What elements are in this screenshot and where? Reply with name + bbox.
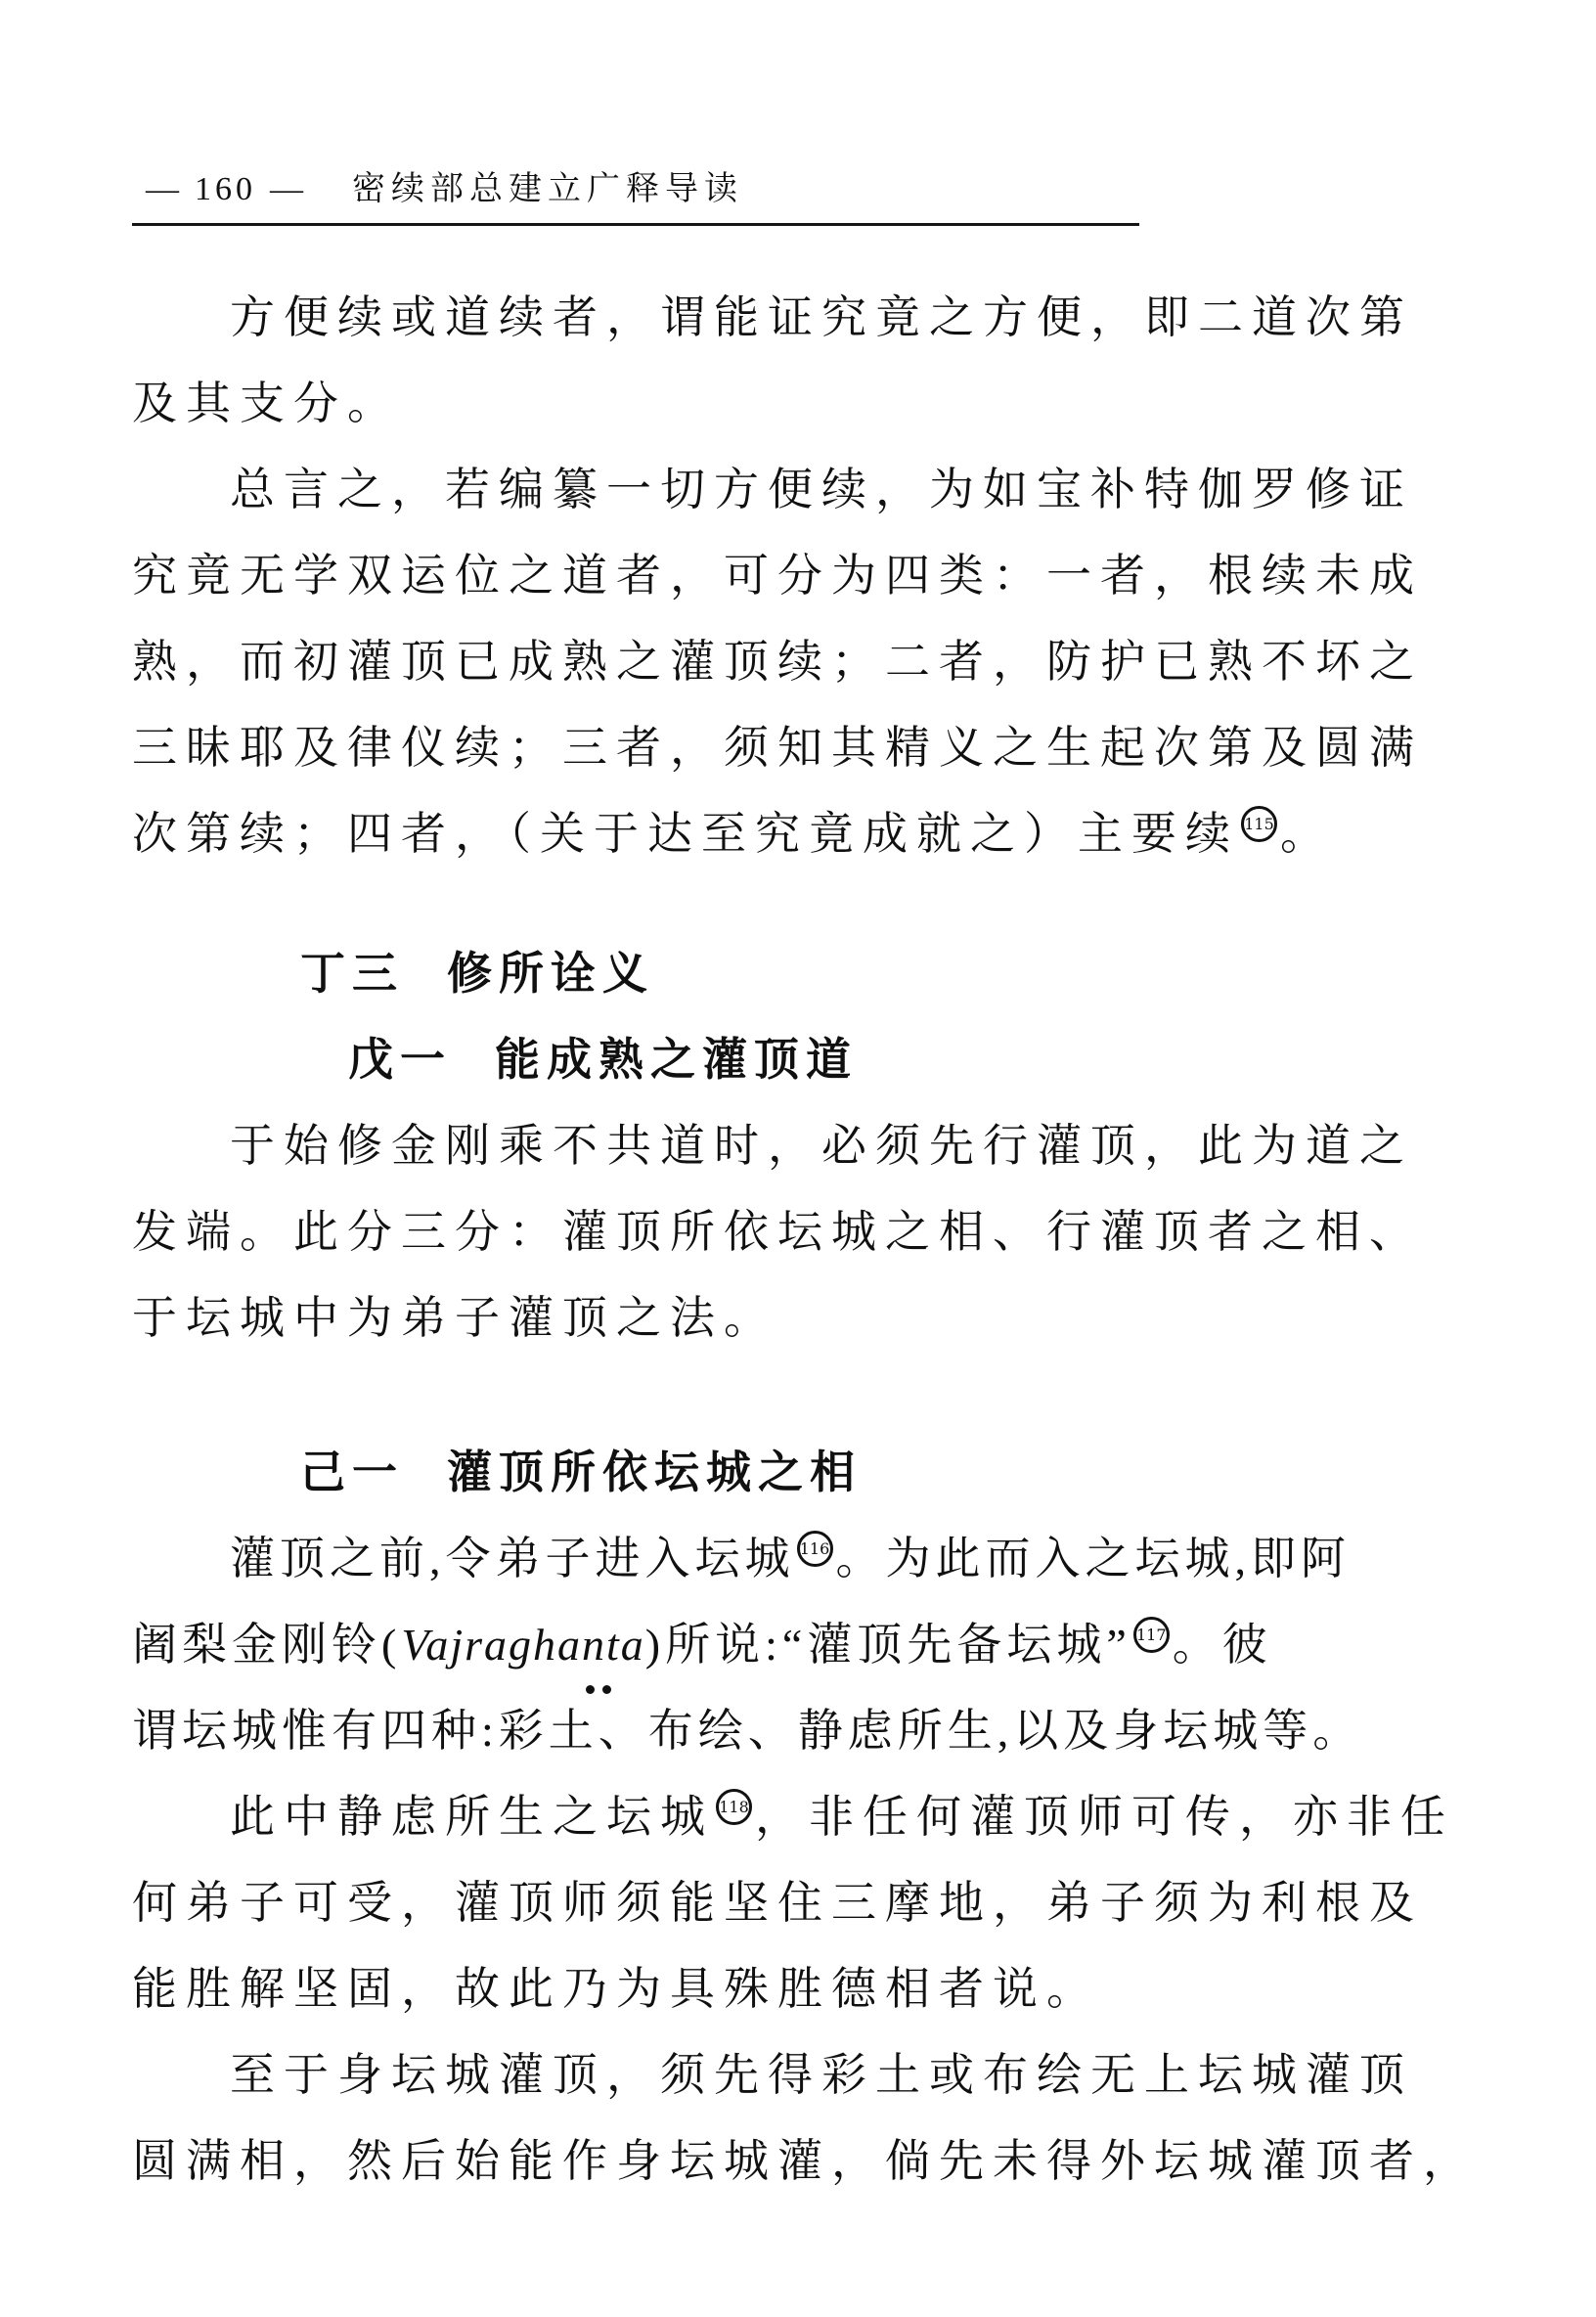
text-segment: 此中静虑所生之坛城 — [230, 1792, 714, 1842]
text-segment: 灌顶之前,令弟子进入坛城 — [230, 1534, 795, 1583]
text-line: 于始修金刚乘不共道时，必须先行灌顶，此为道之 — [230, 1121, 1413, 1171]
section-label: 戊一 — [348, 1035, 452, 1085]
text-line: 谓坛城惟有四种:彩土、布绘、静虑所生,以及身坛城等。 — [132, 1706, 1363, 1756]
header-right-dash: — — [270, 171, 305, 207]
footnote-marker-116: 116 — [797, 1531, 833, 1567]
text-segment: ，非任何灌顶师可传，亦非任 — [755, 1792, 1454, 1842]
footnote-marker-117: 117 — [1133, 1617, 1170, 1653]
book-title: 密续部总建立广释导读 — [352, 171, 743, 207]
text-segment: 次第续；四者，（关于达至究竟成就之）主要续 — [132, 809, 1239, 859]
text-line — [132, 1602, 1462, 1688]
text-line: 发端。此分三分：灌顶所依坛城之相、行灌顶者之相、 — [132, 1207, 1423, 1257]
text-line: 能胜解坚固，故此乃为具殊胜德相者说。 — [132, 1964, 1100, 2014]
text-line: 总言之，若编纂一切方便续，为如宝补特伽罗修证 — [230, 465, 1413, 514]
page-body — [132, 275, 1477, 2205]
latin-segment: Vajragha — [401, 1620, 583, 1670]
text-segment: 。彼 — [1172, 1620, 1272, 1670]
text-segment: 。 — [1280, 809, 1334, 859]
section-label: 丁三 — [300, 949, 404, 999]
text-segment: )所说:“灌顶先备坛城” — [644, 1620, 1131, 1670]
footnote-marker-115: 115 — [1241, 806, 1277, 842]
paragraph — [132, 1774, 1462, 2032]
text-line: 何弟子可受，灌顶师须能坚住三摩地，弟子须为利根及 — [132, 1878, 1423, 1928]
section-heading-wu1 — [348, 1017, 1462, 1103]
header-left-dash: — — [146, 171, 181, 207]
section-label: 己一 — [300, 1448, 404, 1497]
text-line — [132, 1774, 1462, 1860]
text-line: 圆满相，然后始能作身坛城灌，倘先未得外坛城灌顶者， — [132, 2136, 1477, 2186]
section-title: 修所诠义 — [447, 949, 654, 999]
paragraph — [132, 1516, 1462, 1774]
text-line — [132, 791, 1462, 877]
text-line: 三昧耶及律仪续；三者，须知其精义之生起次第及圆满 — [132, 723, 1423, 773]
text-segment: 阇梨金刚铃( — [132, 1620, 402, 1670]
section-title: 灌顶所依坛城之相 — [447, 1448, 862, 1497]
text-line: 及其支分。 — [132, 379, 401, 428]
footnote-marker-118: 118 — [716, 1789, 752, 1825]
section-heading-ji1 — [300, 1430, 1462, 1516]
latin-segment: a — [620, 1620, 645, 1670]
text-line: 于坛城中为弟子灌顶之法。 — [132, 1293, 777, 1343]
text-line: 究竟无学双运位之道者，可分为四类：一者，根续未成 — [132, 551, 1423, 601]
latin-word-vajraghanta — [401, 1620, 644, 1670]
text-segment: 。为此而入之坛城,即阿 — [835, 1534, 1351, 1583]
paragraph — [132, 1103, 1462, 1361]
text-line: 方便续或道续者，谓能证究竟之方便，即二道次第 — [230, 292, 1413, 342]
text-line — [132, 1516, 1462, 1602]
paragraph — [132, 2032, 1477, 2205]
text-line: 熟，而初灌顶已成熟之灌顶续；二者，防护已熟不坏之 — [132, 637, 1423, 687]
paragraph — [132, 447, 1462, 877]
paragraph — [132, 275, 1462, 447]
section-title: 能成熟之灌顶道 — [495, 1035, 858, 1085]
running-header — [132, 161, 1139, 226]
latin-segment-underdotted: nt — [582, 1602, 621, 1688]
page-number: 160 — [195, 171, 256, 207]
text-line: 至于身坛城灌顶，须先得彩土或布绘无上坛城灌顶 — [230, 2050, 1413, 2100]
section-heading-ding3 — [300, 931, 1462, 1017]
